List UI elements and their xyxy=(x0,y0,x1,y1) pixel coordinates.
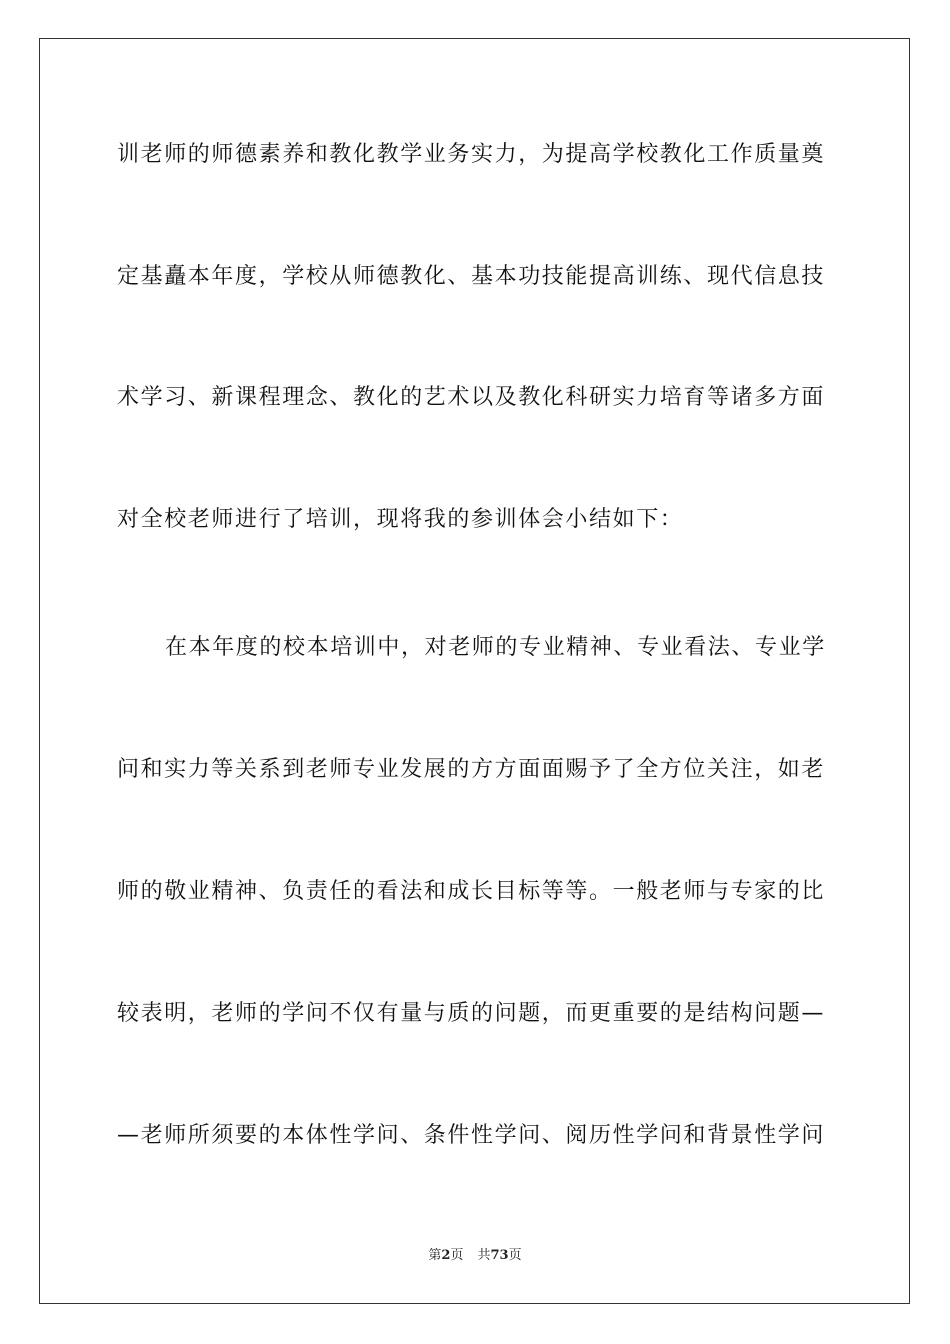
body-line-4: 对全校老师进行了培训，现将我的参训体会小结如下： xyxy=(117,507,684,532)
body-line-1: 训老师的师德素养和教化教学业务实力，为提高学校教化工作质量奠 xyxy=(117,142,826,167)
body-line-8: 较表明，老师的学问不仅有量与质的问题，而更重要的是结构问题— xyxy=(117,1001,826,1026)
total-suffix: 页 xyxy=(508,1248,522,1263)
page-suffix: 页 xyxy=(450,1248,464,1263)
total-pages: 73 xyxy=(490,1248,509,1263)
page-border xyxy=(39,38,910,1304)
body-line-5-paragraph-start: 在本年度的校本培训中，对老师的专业精神、专业看法、专业学 xyxy=(165,635,826,660)
page-footer xyxy=(0,1247,950,1265)
page-number: 2 xyxy=(441,1248,451,1263)
body-line-7: 师的敬业精神、负责任的看法和成长目标等等。一般老师与专家的比 xyxy=(117,879,826,904)
body-line-2: 定基矗本年度，学校从师德教化、基本功技能提高训练、现代信息技 xyxy=(117,264,826,289)
page-prefix: 第 xyxy=(428,1248,442,1263)
total-prefix: 共 xyxy=(477,1248,491,1263)
body-line-9: —老师所须要的本体性学问、条件性学问、阅历性学问和背景性学问 xyxy=(117,1123,826,1148)
body-line-3: 术学习、新课程理念、教化的艺术以及教化科研实力培育等诸多方面 xyxy=(117,385,826,410)
body-line-6: 问和实力等关系到老师专业发展的方方面面赐予了全方位关注，如老 xyxy=(117,757,826,782)
